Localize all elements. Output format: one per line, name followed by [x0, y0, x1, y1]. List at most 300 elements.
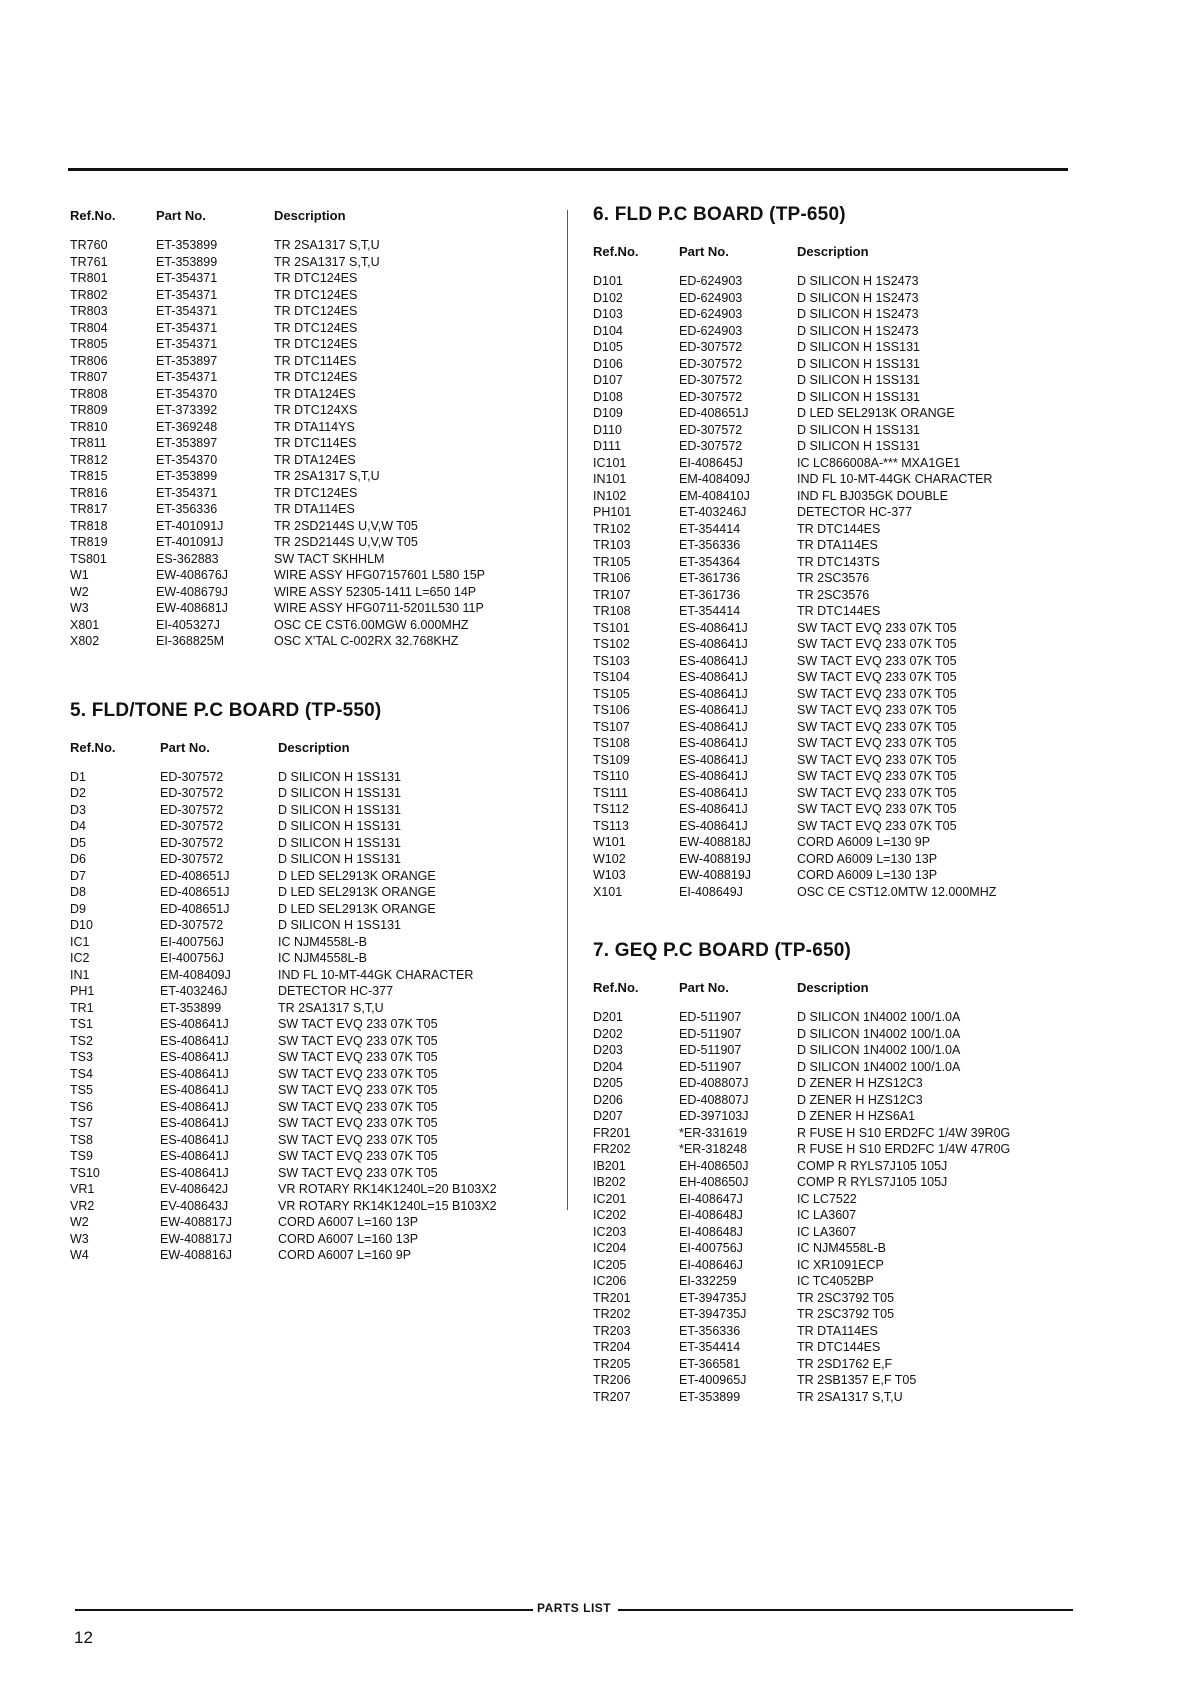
ref-no-cell: IB201	[593, 1158, 626, 1173]
ref-no-cell: D2	[70, 786, 86, 800]
ref-no-cell: W101	[593, 835, 626, 849]
description-cell: D SILICON H 1S2473	[797, 274, 919, 288]
ref-no-cell: D104	[593, 323, 623, 338]
description-cell: TR DTA114ES	[797, 1323, 878, 1338]
table-row	[593, 686, 996, 703]
table-row	[70, 1016, 497, 1033]
part-no-cell: ED-511907	[679, 1026, 742, 1041]
ref-no-cell: D8	[70, 885, 86, 899]
description-cell: TR 2SC3792 T05	[797, 1307, 895, 1321]
description-cell: D SILICON H 1SS131	[797, 422, 920, 437]
part-no-cell: ED-307572	[160, 786, 224, 800]
description-cell: TR 2SA1317 S,T,U	[274, 238, 380, 252]
description-cell: D SILICON H 1SS131	[278, 802, 401, 817]
part-no-cell: ED-307572	[160, 852, 224, 866]
ref-no-cell: D4	[70, 819, 86, 833]
section-title: 6. FLD P.C BOARD (TP-650)	[593, 204, 846, 225]
part-no-cell: ES-408641J	[160, 1132, 229, 1147]
description-cell: SW TACT EVQ 233 07K T05	[797, 686, 957, 701]
description-cell: WIRE ASSY HFG0711-5201L530 11P	[274, 601, 484, 615]
description-cell: IC NJM4558L-B	[278, 951, 367, 965]
description-cell: SW TACT EVQ 233 07K T05	[797, 637, 957, 651]
description-cell: TR DTA114YS	[274, 419, 355, 434]
part-no-cell: ES-408641J	[679, 752, 748, 767]
table-row	[593, 372, 996, 389]
description-cell: TR DTA124ES	[274, 452, 356, 467]
ref-no-cell: D7	[70, 868, 86, 883]
part-no-cell: ED-408651J	[679, 406, 749, 420]
part-no-cell: ES-408641J	[679, 620, 748, 635]
description-cell: SW TACT SKHHLM	[274, 551, 385, 566]
ref-no-cell: IN102	[593, 488, 627, 503]
table-row	[593, 1389, 1010, 1406]
part-no-cell: ET-354371	[156, 304, 218, 318]
ref-no-cell: TR761	[70, 254, 108, 269]
table-row	[593, 273, 996, 290]
table-row	[593, 603, 996, 620]
table-row	[593, 1257, 1010, 1274]
part-no-cell: EI-405327J	[156, 617, 220, 632]
ref-no-cell: D202	[593, 1026, 623, 1041]
ref-no-cell: TR815	[70, 469, 108, 483]
table-row	[70, 1231, 497, 1248]
part-no-cell: *ER-331619	[679, 1125, 748, 1140]
ref-no-cell: TS109	[593, 752, 630, 767]
table-row	[70, 1033, 497, 1050]
description-cell: R FUSE H S10 ERD2FC 1/4W 39R0G	[797, 1125, 1011, 1140]
description-cell: SW TACT EVQ 233 07K T05	[278, 1099, 438, 1114]
table-row	[593, 801, 996, 818]
ref-no-cell: TR811	[70, 436, 107, 450]
description-cell: VR ROTARY RK14K1240L=20 B103X2	[278, 1182, 497, 1196]
description-cell: TR 2SD2144S U,V,W T05	[274, 518, 418, 533]
table-row	[70, 1165, 497, 1182]
description-cell: TR DTA114ES	[274, 502, 355, 516]
ref-no-cell: X802	[70, 634, 100, 648]
description-cell: SW TACT EVQ 233 07K T05	[797, 736, 957, 750]
section-5-parts-table	[70, 740, 497, 1264]
part-no-cell: ES-408641J	[160, 1050, 229, 1064]
part-no-cell: ED-307572	[160, 918, 224, 932]
ref-no-cell: TR803	[70, 304, 108, 318]
description-cell: SW TACT EVQ 233 07K T05	[797, 785, 957, 800]
description-cell: OSC X'TAL C-002RX 32.768KHZ	[274, 634, 459, 648]
part-no-cell: ED-624903	[679, 274, 743, 288]
footer-rule-right	[618, 1609, 1073, 1611]
description-cell: TR DTC124ES	[274, 287, 358, 302]
table-row	[593, 1125, 1010, 1142]
table-row	[70, 1132, 497, 1149]
description-cell: IC LA3607	[797, 1224, 857, 1239]
table-row	[70, 617, 485, 634]
description-cell: TR DTC124ES	[274, 485, 358, 500]
ref-no-cell: TS4	[70, 1066, 93, 1081]
table-row	[70, 884, 497, 901]
table-row	[70, 237, 485, 254]
ref-no-cell: TR808	[70, 386, 108, 401]
part-no-cell: EM-408410J	[679, 488, 750, 503]
table-row	[593, 356, 996, 373]
description-cell: TR 2SD2144S U,V,W T05	[274, 535, 418, 549]
table-row	[593, 471, 996, 488]
section-7	[593, 940, 1083, 1405]
description-cell: IC NJM4558L-B	[797, 1241, 886, 1255]
part-no-cell: ES-408641J	[160, 1099, 229, 1114]
ref-no-cell: W3	[70, 601, 89, 615]
table-row	[70, 287, 485, 304]
ref-no-cell: TS7	[70, 1116, 93, 1130]
ref-no-cell: W2	[70, 1215, 89, 1229]
part-no-cell: ED-408651J	[160, 885, 230, 899]
ref-no-cell: D201	[593, 1010, 623, 1024]
left-column	[70, 208, 550, 1264]
description-cell: TR DTC124ES	[274, 304, 358, 318]
part-no-cell: EW-408681J	[156, 601, 229, 615]
section-6	[593, 204, 1083, 900]
ref-no-cell: FR202	[593, 1142, 631, 1156]
part-no-cell: ES-408641J	[160, 1017, 229, 1031]
table-row	[593, 1141, 1010, 1158]
ref-no-cell: TR102	[593, 521, 631, 536]
part-no-cell: ED-397103J	[679, 1109, 749, 1123]
ref-no-cell: TR806	[70, 353, 108, 368]
ref-no-cell: IC205	[593, 1257, 627, 1272]
description-cell: COMP R RYLS7J105 105J	[797, 1158, 948, 1173]
table-row	[70, 402, 485, 419]
part-no-cell: ED-511907	[679, 1043, 742, 1057]
description-header: Description	[274, 208, 346, 223]
description-cell: CORD A6007 L=160 9P	[278, 1248, 412, 1262]
table-row	[593, 818, 996, 835]
part-no-cell: ET-403246J	[679, 505, 747, 519]
ref-no-cell: TS1	[70, 1017, 93, 1031]
table-row	[70, 254, 485, 271]
page-number: 12	[74, 1628, 93, 1647]
description-cell: IC NJM4558L-B	[278, 934, 367, 949]
table-row	[70, 785, 497, 802]
description-cell: DETECTOR HC-377	[797, 505, 913, 519]
table-row	[593, 620, 996, 637]
part-no-cell: EW-408816J	[160, 1248, 233, 1262]
part-no-cell: ES-408641J	[160, 1033, 229, 1048]
ref-no-cell: TR1	[70, 1000, 94, 1015]
description-cell: SW TACT EVQ 233 07K T05	[797, 769, 957, 783]
part-no-cell: ED-307572	[679, 389, 743, 404]
ref-no-cell: TR107	[593, 587, 631, 602]
ref-no-cell: TR812	[70, 452, 108, 467]
ref-no-cell: TR804	[70, 320, 108, 335]
table-row	[70, 1148, 497, 1165]
ref-no-cell: VR1	[70, 1182, 95, 1196]
ref-no-cell: FR201	[593, 1125, 631, 1140]
description-cell: IC LC7522	[797, 1191, 857, 1206]
ref-no-cell: D5	[70, 835, 86, 850]
ref-no-cell: TS102	[593, 637, 630, 651]
table-row	[593, 719, 996, 736]
description-cell: D ZENER H HZS12C3	[797, 1076, 923, 1090]
description-cell: D SILICON H 1SS131	[278, 786, 401, 800]
part-no-cell: ES-362883	[156, 551, 219, 566]
description-cell: WIRE ASSY HFG07157601 L580 15P	[274, 568, 486, 582]
table-row	[593, 1026, 1010, 1043]
table-row	[70, 901, 497, 918]
ref-no-cell: TS104	[593, 670, 630, 684]
ref-no-cell: TR816	[70, 485, 108, 500]
part-no-cell: ET-354371	[156, 337, 218, 351]
description-cell: IC LA3607	[797, 1208, 857, 1222]
table-row	[593, 1108, 1010, 1125]
table-row	[593, 537, 996, 554]
ref-no-cell: PH1	[70, 984, 95, 998]
ref-no-cell: TR203	[593, 1323, 631, 1338]
part-no-cell: EW-408679J	[156, 584, 229, 599]
table-row	[70, 1066, 497, 1083]
description-cell: SW TACT EVQ 233 07K T05	[278, 1033, 438, 1048]
table-header	[70, 740, 497, 769]
ref-no-cell: D105	[593, 340, 623, 354]
table-row	[70, 419, 485, 436]
table-row	[593, 1009, 1010, 1026]
ref-no-cell: TS107	[593, 719, 630, 734]
description-cell: D SILICON 1N4002 100/1.0A	[797, 1010, 961, 1024]
table-row	[70, 818, 497, 835]
table-row	[593, 290, 996, 307]
table-row	[70, 551, 485, 568]
description-cell: TR 2SC3792 T05	[797, 1290, 895, 1305]
part-no-cell: EV-408643J	[160, 1198, 229, 1213]
ref-no-cell: TR810	[70, 419, 108, 434]
description-header: Description	[278, 739, 350, 755]
description-cell: TR DTC114ES	[274, 353, 357, 368]
part-no-cell: ES-408641J	[679, 703, 748, 717]
part-no-cell: ET-353899	[679, 1389, 741, 1404]
part-no-cell: ED-408807J	[679, 1092, 749, 1107]
table-row	[593, 339, 996, 356]
ref-no-cell: TS3	[70, 1050, 93, 1064]
part-no-cell: ET-354414	[679, 604, 741, 618]
table-row	[70, 270, 485, 287]
ref-no-cell: TR818	[70, 518, 108, 533]
part-no-cell: ET-361736	[679, 587, 741, 602]
table-row	[593, 521, 996, 538]
description-cell: D LED SEL2913K ORANGE	[797, 406, 955, 420]
part-no-cell: ET-354370	[156, 452, 218, 467]
table-row	[593, 1174, 1010, 1191]
table-row	[593, 653, 996, 670]
part-no-cell: EH-408650J	[679, 1158, 749, 1173]
ref-no-cell: D103	[593, 307, 623, 321]
part-no-cell: EW-408817J	[160, 1215, 233, 1229]
ref-no-cell: X801	[70, 617, 100, 632]
part-no-cell: ET-394735J	[679, 1290, 747, 1305]
ref-no-cell: TR802	[70, 287, 108, 302]
part-no-cell: ET-354414	[679, 521, 741, 536]
table-row	[70, 353, 485, 370]
table-row	[70, 835, 497, 852]
part-no-cell: ES-408641J	[679, 818, 748, 833]
part-no-cell: ET-354370	[156, 386, 218, 401]
description-cell: CORD A6007 L=160 13P	[278, 1215, 419, 1229]
description-cell: OSC CE CST6.00MGW 6.000MHZ	[274, 617, 469, 632]
description-cell: TR DTC124ES	[274, 271, 358, 285]
part-no-cell: ET-353899	[156, 238, 218, 252]
description-cell: OSC CE CST12.0MTW 12.000MHZ	[797, 884, 997, 899]
table-row	[593, 1323, 1010, 1340]
table-row	[593, 1158, 1010, 1175]
part-no-cell: EI-408648J	[679, 1224, 743, 1239]
table-row	[593, 323, 996, 340]
ref-no-cell: D6	[70, 852, 86, 866]
description-cell: TR 2SB1357 E,F T05	[797, 1373, 917, 1387]
description-cell: TR 2SA1317 S,T,U	[274, 254, 380, 269]
ref-no-cell: IC206	[593, 1274, 627, 1288]
part-no-cell: EW-408817J	[160, 1231, 233, 1246]
part-no-cell: ED-307572	[679, 422, 743, 437]
description-cell: D SILICON H 1SS131	[797, 340, 920, 354]
description-cell: D LED SEL2913K ORANGE	[278, 901, 436, 916]
part-no-cell: EW-408818J	[679, 835, 752, 849]
table-row	[70, 868, 497, 885]
ref-no-cell: IC203	[593, 1224, 627, 1239]
description-cell: TR DTC143TS	[797, 554, 880, 569]
ref-no-cell: TS106	[593, 703, 630, 717]
part-no-cell: EM-408409J	[160, 967, 231, 982]
description-cell: D SILICON H 1SS131	[278, 852, 401, 866]
table-row	[593, 768, 996, 785]
ref-no-cell: W103	[593, 868, 626, 882]
part-no-cell: ET-354364	[679, 554, 741, 569]
ref-no-header: Ref.No.	[70, 208, 116, 223]
ref-no-cell: TS113	[593, 818, 629, 833]
part-no-cell: ED-624903	[679, 290, 743, 305]
part-no-cell: EW-408676J	[156, 568, 229, 582]
part-no-cell: ET-354371	[156, 287, 218, 302]
description-cell: TR 2SD1762 E,F	[797, 1356, 893, 1371]
table-row	[593, 1240, 1010, 1257]
table-header	[70, 208, 485, 237]
ref-no-cell: D101	[593, 274, 623, 288]
table-row	[593, 1273, 1010, 1290]
ref-no-cell: D9	[70, 901, 86, 916]
ref-no-cell: D102	[593, 290, 623, 305]
part-no-cell: ED-408651J	[160, 868, 230, 883]
ref-no-cell: TS6	[70, 1099, 93, 1114]
ref-no-cell: TR103	[593, 538, 631, 552]
ref-no-header: Ref.No.	[70, 739, 116, 755]
part-no-cell: ET-353897	[156, 353, 218, 368]
ref-no-cell: D10	[70, 918, 93, 932]
part-no-cell: ED-307572	[160, 802, 224, 817]
description-cell: SW TACT EVQ 233 07K T05	[278, 1066, 438, 1081]
section-6-parts-table	[593, 244, 996, 900]
description-cell: SW TACT EVQ 233 07K T05	[278, 1083, 438, 1097]
ref-no-cell: PH101	[593, 505, 632, 519]
part-no-cell: ET-361736	[679, 571, 741, 585]
footer-label: PARTS LIST	[537, 1601, 612, 1615]
description-cell: D SILICON H 1SS131	[278, 769, 401, 784]
table-row	[70, 802, 497, 819]
description-cell: TR DTC144ES	[797, 1340, 881, 1354]
ref-no-cell: D106	[593, 356, 623, 371]
footer-rule-left	[75, 1609, 533, 1611]
ref-no-cell: D203	[593, 1043, 623, 1057]
ref-no-cell: IC1	[70, 934, 90, 949]
part-no-cell: ES-408641J	[679, 686, 748, 701]
ref-no-cell: TS8	[70, 1132, 93, 1147]
top-rule	[68, 168, 1068, 171]
description-cell: TR DTC114ES	[274, 436, 357, 450]
description-cell: CORD A6007 L=160 13P	[278, 1231, 419, 1246]
part-no-cell: EI-368825M	[156, 634, 225, 648]
table-row	[593, 1372, 1010, 1389]
part-no-cell: ES-408641J	[160, 1165, 229, 1180]
description-cell: D SILICON H 1SS131	[797, 389, 920, 404]
table-row	[593, 455, 996, 472]
table-row	[70, 435, 485, 452]
section-title: 7. GEQ P.C BOARD (TP-650)	[593, 940, 852, 961]
ref-no-cell: TS10	[70, 1165, 100, 1180]
table-row	[70, 452, 485, 469]
ref-no-cell: TS108	[593, 736, 630, 750]
description-cell: TR DTC144ES	[797, 521, 881, 536]
ref-no-cell: TR201	[593, 1290, 631, 1305]
part-no-cell: ED-307572	[679, 373, 743, 387]
ref-no-cell: X101	[593, 884, 623, 899]
table-row	[70, 1000, 497, 1017]
description-cell: TR DTA114ES	[797, 538, 878, 552]
table-row	[70, 950, 497, 967]
description-cell: D SILICON 1N4002 100/1.0A	[797, 1059, 961, 1074]
table-row	[593, 422, 996, 439]
table-row	[70, 1214, 497, 1231]
ref-no-cell: TR206	[593, 1373, 631, 1387]
table-row	[593, 735, 996, 752]
table-row	[593, 752, 996, 769]
part-no-cell: ET-356336	[679, 538, 741, 552]
ref-no-header: Ref.No.	[593, 244, 639, 259]
description-cell: SW TACT EVQ 233 07K T05	[278, 1149, 438, 1163]
table-row	[593, 389, 996, 406]
ref-no-cell: TS111	[593, 785, 628, 800]
ref-no-cell: VR2	[70, 1198, 95, 1213]
description-header: Description	[797, 244, 869, 259]
description-cell: TR 2SA1317 S,T,U	[274, 469, 380, 483]
table-header	[593, 244, 996, 273]
table-row	[593, 1191, 1010, 1208]
part-no-cell: ET-353899	[160, 1000, 222, 1015]
ref-no-cell: TS101	[593, 620, 630, 635]
part-no-cell: EM-408409J	[679, 472, 750, 486]
part-no-cell: EI-408645J	[679, 455, 743, 470]
description-cell: D SILICON H 1SS131	[797, 356, 920, 371]
part-no-cell: ES-408641J	[679, 802, 748, 816]
table-row	[70, 967, 497, 984]
ref-no-cell: TR205	[593, 1356, 631, 1371]
ref-no-cell: TR805	[70, 337, 108, 351]
ref-no-cell: TR108	[593, 604, 631, 618]
description-cell: CORD A6009 L=130 9P	[797, 835, 931, 849]
table-row	[70, 1247, 497, 1264]
table-row	[593, 1092, 1010, 1109]
table-row	[70, 336, 485, 353]
table-row	[70, 369, 485, 386]
table-header	[593, 980, 1010, 1009]
ref-no-cell: TS103	[593, 653, 630, 668]
table-row	[593, 1356, 1010, 1373]
part-no-cell: EI-408648J	[679, 1208, 743, 1222]
part-no-cell: ET-369248	[156, 419, 218, 434]
table-row	[593, 785, 996, 802]
